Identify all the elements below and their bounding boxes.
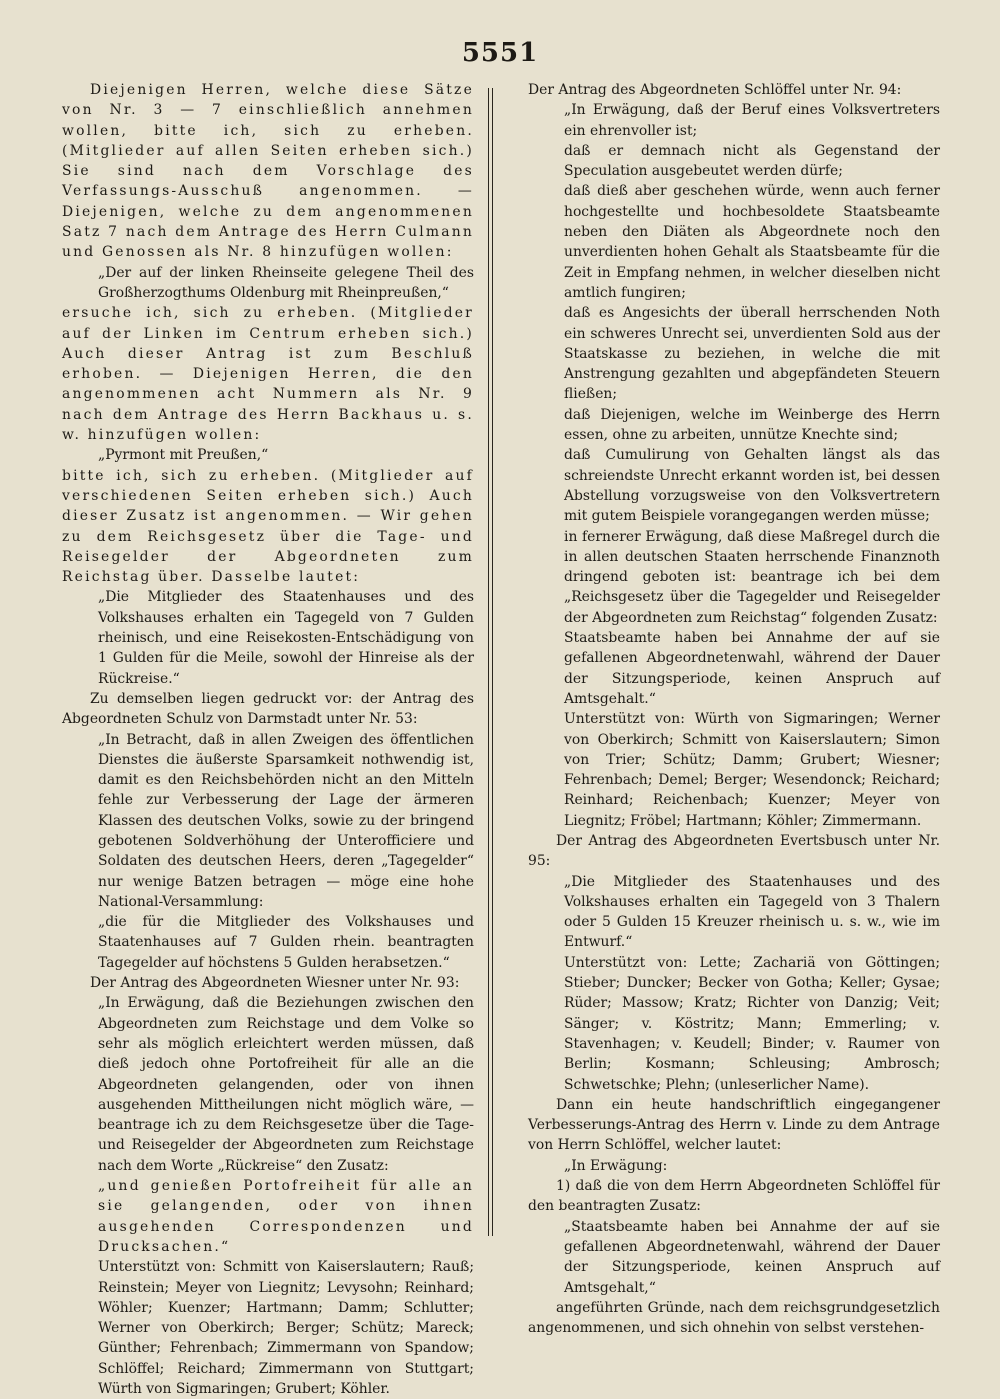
right-column xyxy=(528,80,940,1338)
paragraph: „Die Mitglieder des Staatenhauses und des Volkshauses erhalten ein Tagegeld von 3 Thalern oder 5 Gulden 15 Kreuzer rheinisch u. s. w., wie im Entwurf.“ xyxy=(564,873,940,951)
paragraph: „die für die Mitglieder des Volkshauses und Staatenhauses auf 7 Gulden rhein. beantragten Tagegelder auf höchstens 5 Gulden herabsetzen.“ xyxy=(98,914,474,971)
paragraph: Unterstützt von: Schmitt von Kaiserslautern; Rauß; Reinstein; Meyer von Liegnitz; Levysohn; Reinhard; Wöhler; Kuenzer; Hartmann; Damm; Schlutter; Werner von Oberkirch; Berger; Schütz; Mareck; Günther; Fehrenbach; Zimmermann von Spandow; Schlöffel; Reichard; Zimmermann von Stuttgart; Würth von Sigmaringen; Grubert; Köhler. xyxy=(98,1259,474,1397)
paragraph: Dann ein heute handschriftlich eingegangener Verbesserungs-Antrag des Herrn v. Linde zu dem Antrage von Herrn Schlöffel, welcher lautet: xyxy=(528,1096,940,1154)
paragraph: „In Erwägung, daß der Beruf eines Volksvertreters ein ehrenvoller ist; xyxy=(564,102,940,139)
paragraph: „Staatsbeamte haben bei Annahme der auf sie gefallenen Abgeordnetenwahl, während der Dauer der Sitzungsperiode, keinen Anspruch auf Amtsgehalt,“ xyxy=(564,1218,940,1296)
paragraph: „Die Mitglieder des Staatenhauses und des Volkshauses erhalten ein Tagegeld von 7 Gulden rheinisch, und eine Reisekosten-Entschädigung von 1 Gulden für die Meile, sowohl der Hinreise als der Rückreise.“ xyxy=(98,589,474,687)
page-number: 5551 xyxy=(461,38,539,68)
paragraph: „In Erwägung: xyxy=(564,1157,668,1174)
paragraph: Diejenigen Herren, welche diese Sätze von Nr. 3 — 7 einschließlich annehmen wollen, bitte ich, sich zu erheben. (Mitglieder auf allen Seiten erheben sich.) Sie sind nach dem Vorschlage des Verfassungs-Ausschuß angenommen. — Diejenigen, welche zu dem angenommenen Satz 7 nach dem Antrage des Herrn Culmann und Genossen als Nr. 8 hinzufügen wollen: xyxy=(62,82,474,261)
paragraph: 1) daß die von dem Herrn Abgeordneten Schlöffel für den beantragten Zusatz: xyxy=(528,1178,940,1215)
paragraph: „In Betracht, daß in allen Zweigen des öffentlichen Dienstes die äußerste Sparsamkeit nothwendig ist, damit es den Reichsbehörden nicht an den Mitteln fehle zur Verbesserung der Lage der ärmeren Klassen des deutschen Volks, sowie zu der bringend gebotenen Soldverhöhung der Unterofficiere und Soldaten des deutschen Heers, deren „Tagegelder“ nur wenige Batzen betragen — möge eine hohe National-Versammlung: xyxy=(98,731,474,910)
paragraph: ersuche ich, sich zu erheben. (Mitglieder auf der Linken im Centrum erheben sich.) Auch dieser Antrag ist zum Beschluß erhoben. — Diejenigen Herren, die den angenommenen acht Nummern als Nr. 9 nach dem Antrage des Herrn Backhaus u. s. w. hinzufügen wollen: xyxy=(62,305,474,444)
column-divider xyxy=(488,88,493,1236)
paragraph: Der Antrag des Abgeordneten Wiesner unter Nr. 93: xyxy=(90,975,460,992)
paragraph: daß Diejenigen, welche im Weinberge des Herrn essen, ohne zu arbeiten, unnütze Knechte sind; xyxy=(564,406,940,444)
paragraph: daß es Angesichts der überall herrschenden Noth ein schweres Unrecht sei, unverdienten Sold aus der Staatskasse zu beziehen, in welche die mit Anstrengung gezahlten und abgepfändeten Steuern fließen; xyxy=(564,305,940,403)
left-column xyxy=(62,80,474,1399)
paragraph: „Der auf der linken Rheinseite gelegene Theil des Großherzogthums Oldenburg mit Rheinpreußen,“ xyxy=(98,264,474,301)
paragraph: daß er demnach nicht als Gegenstand der Speculation ausgebeutet werden dürfe; xyxy=(564,142,940,180)
paragraph: Zu demselben liegen gedruckt vor: der Antrag des Abgeordneten Schulz von Darmstadt unter Nr. 53: xyxy=(62,690,474,728)
paragraph: Unterstützt von: Würth von Sigmaringen; Werner von Oberkirch; Schmitt von Kaiserslautern; Simon von Trier; Schütz; Damm; Grubert; Wiesner; Fehrenbach; Demel; Berger; Wesendonck; Reichard; Reinhard; Reichenbach; Kuenzer; Meyer von Liegnitz; Fröbel; Hartmann; Köhler; Zimmermann. xyxy=(564,711,940,829)
paragraph: „und genießen Portofreiheit für alle an sie gelangenden, oder von ihnen ausgehenden Correspondenzen und Drucksachen.“ xyxy=(98,1178,474,1255)
paragraph: daß dieß aber geschehen würde, wenn auch ferner hochgestellte und hochbesoldete Staatsbeamte neben den Diäten als Abgeordnete noch den unverdienten hohen Gehalt als Staatsbeamte für die Zeit in Empfang nehmen, in welcher dieselben nicht amtlich fungiren; xyxy=(564,183,940,301)
paragraph: Der Antrag des Abgeordneten Evertsbusch unter Nr. 95: xyxy=(528,832,940,870)
paragraph: Staatsbeamte haben bei Annahme der auf sie gefallenen Abgeordnetenwahl, während der Dauer der Sitzungsperiode, keinen Anspruch auf Amtsgehalt.“ xyxy=(564,630,940,707)
paragraph: „In Erwägung, daß die Beziehungen zwischen den Abgeordneten zum Reichstage und dem Volke so sehr als möglich erleichtert werden müssen, daß dieß jedoch ohne Portofreiheit für alle an die Abgeordneten gelangenden, oder von ihnen ausgehenden Mittheilungen nicht möglich wäre, — beantrage ich zu dem Reichsgesetze über die Tage- und Reisegelder der Abgeordneten zum Reichstage nach dem Worte „Rückreise“ den Zusatz: xyxy=(98,995,474,1174)
paragraph: Unterstützt von: Lette; Zachariä von Göttingen; Stieber; Duncker; Becker von Gotha; Keller; Gysae; Rüder; Massow; Kratz; Richter von Danzig; Veit; Sänger; v. Köstritz; Mann; Emmerling; v. Stavenhagen; v. Keudell; Binder; v. Raumer von Berlin; Kosmann; Schleusing; Ambrosch; Schwetschke; Plehn; (unleserlicher Name). xyxy=(564,954,940,1093)
paragraph: „Pyrmont mit Preußen,“ xyxy=(98,447,269,464)
paragraph: daß Cumulirung von Gehalten längst als das schreiendste Unrecht erkannt worden ist, bei dessen Abstellung vorzugsweise von den Volksvertretern mit gutem Beispiele vorangegangen werden müsse; xyxy=(564,447,940,525)
paragraph: angeführten Gründe, nach dem reichsgrundgesetzlich angenommenen, und sich ohnehin von selbst verstehen- xyxy=(528,1299,940,1337)
paragraph: in fernerer Erwägung, daß diese Maßregel durch die in allen deutschen Staaten herrschende Finanznoth dringend geboten ist: beantrage ich bei dem „Reichsgesetz über die Tagegelder und Reisegelder der Abgeordneten zum Reichstag“ folgenden Zusatz: xyxy=(564,528,940,626)
paragraph: Der Antrag des Abgeordneten Schlöffel unter Nr. 94: xyxy=(528,82,902,98)
paragraph: bitte ich, sich zu erheben. (Mitglieder auf verschiedenen Seiten erheben sich.) Auch dieser Zusatz ist angenommen. — Wir gehen zu dem Reichsgesetz über die Tage- und Reisegelder der Abgeordneten zum Reichstag über. Dasselbe lautet: xyxy=(62,467,474,586)
